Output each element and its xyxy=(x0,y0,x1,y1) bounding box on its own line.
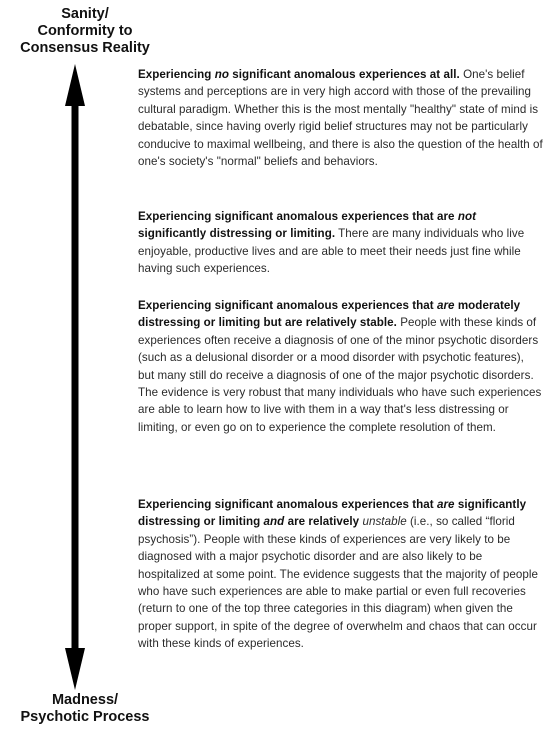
top-label-line-2: Conformity to xyxy=(37,23,133,39)
entry-body: One's belief systems and perceptions are in very high accord with those of the prevailing cultural paradigm. Whether this is the most mentally "healthy" state of mind is debatable, since having overly rigid belief structures may not be particularly conducive to maximal wellbeing, and there is also the question of the health of one's society's "normal" beliefs and behaviors. xyxy=(138,68,543,169)
arrow-head-down xyxy=(65,648,85,690)
entry-moderately-distressing-stable xyxy=(138,297,543,436)
entry-body: There are many individuals who live enjoyable, productive lives and are able to meet their needs just fine while having such experiences. xyxy=(138,227,525,276)
bottom-label-line-1: Madness/ xyxy=(51,692,119,708)
bottom-label-line-2: Psychotic Process xyxy=(20,709,150,725)
double-headed-arrow xyxy=(63,64,87,690)
entry-heading: Experiencing significant anomalous experiences that are significantly distressing or limiting and are relatively xyxy=(138,498,527,529)
entry-heading: Experiencing significant anomalous experiences that are not significantly distressing or limiting. xyxy=(138,210,476,241)
top-label-line-3: Consensus Reality xyxy=(20,40,150,56)
entry-no-anomalous-experiences xyxy=(138,66,543,170)
entry-heading: Experiencing significant anomalous experiences that are moderately distressing or limiting but are relatively stable. xyxy=(138,299,521,330)
top-label-line-1: Sanity/ xyxy=(61,6,109,22)
top-axis-label xyxy=(0,6,170,57)
bottom-axis-label xyxy=(0,692,170,726)
entry-heading: Experiencing no significant anomalous experiences at all. xyxy=(138,68,460,81)
entry-significantly-distressing-unstable xyxy=(138,496,543,653)
entry-not-distressing xyxy=(138,208,543,278)
arrow-head-up xyxy=(65,64,85,106)
entry-body: People with these kinds of experiences often receive a diagnosis of one of the minor psychotic disorders (such as a delusional disorder or a mood disorder with psychotic features), but many still do receive a diagnosis of one of the major psychotic disorders. The evidence is very robust that many individuals who have such experiences are able to learn how to live with them in a way that's less distressing or limiting, or even go on to experience the complete resolution of them. xyxy=(138,316,542,434)
arrow-shaft xyxy=(72,102,79,652)
entry-body: unstable (i.e., so called “florid psychosis”). People with these kinds of experiences are very likely to be diagnosed with a major psychotic disorder and are also likely to be hospitalized at some point. The evidence suggests that the majority of people who have such experiences are able to make partial or even full recoveries (return to one of the top three categories in this diagram) when given the proper support, in spite of the degree of overwhelm and chaos that can occur with these kinds of experiences. xyxy=(138,515,538,651)
